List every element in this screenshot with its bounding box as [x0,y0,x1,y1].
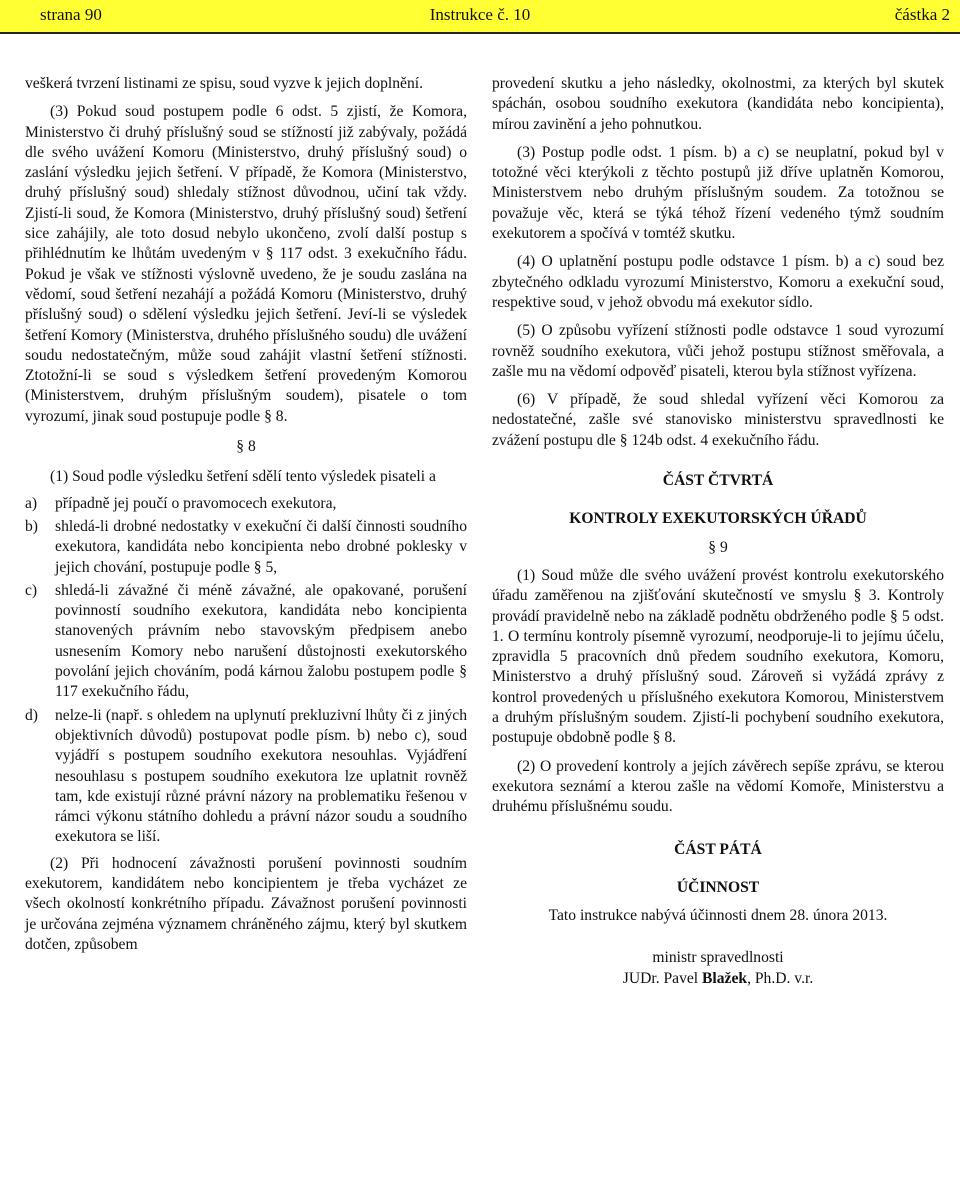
page-header [0,0,960,34]
signatory-suffix: , Ph.D. v.r. [747,969,814,987]
document-title: Instrukce č. 10 [429,5,531,24]
list-item-text: případně jej poučí o pravomocech exekutora, [55,494,337,512]
paragraph-8-5: (5) O způsobu vyřízení stížnosti podle odstavce 1 soud vyrozumí rovněž soudního exekutora, vůči jehož postupu stížnost směřovala, a zašle mu na vědomí odpověď pisateli, kterou byla stížnost vyřízena. [492,322,944,380]
list-item-text: shledá-li závažné či méně závažné, ale opakované, porušení povinností soudního exekutora, kandidáta nebo koncipienta stanovených právním nebo stavovským předpisem anebo usnesením Komory nebo narušení důstojnosti exekutorského povolání jejich chováním, podá kárnou žalobu postupem podle § 117 exekučního řádu, [55,581,467,701]
left-column [25,74,467,955]
part-four-title: KONTROLY EXEKUTORSKÝCH ÚŘADŮ [569,510,867,528]
paragraph-continuation: veškerá tvrzení listinami ze spisu, soud vyzve k jejich doplnění. [25,75,423,92]
paragraph-8-1: (1) Soud podle výsledku šetření sdělí tento výsledek pisateli a [50,468,436,486]
list-item [25,706,467,848]
list-item-label: c) [25,581,38,599]
paragraph-8-2: (2) Při hodnocení závažnosti porušení povinnosti soudním exekutorem, kandidátem nebo koncipientem je třeba vycházet ze všech okolností konkrétního případu. Závažnost porušení povinnosti je určována zejména významem chráněného zájmu, který byl skutkem dotčen, způsobem [25,854,467,953]
part-five-heading: ČÁST PÁTÁ [674,840,762,858]
list-item [25,517,467,578]
page-number: strana 90 [40,5,102,24]
list-item-label: d) [25,706,38,724]
list-item-text: nelze-li (např. s ohledem na uplynutí prekluzivní lhůty či z jiných objektivních důvodů) postupovat podle písm. b) nebo c), soud vyjádří s postupem soudního exekutora nesouhlas. Vyjádření nesouhlasu s postupem soudního exekutora lze uplatnit rovněž tam, kde existují různé právní názory na problematiku řešenou v rámci výkonu státního dohledu a právní názor soudu a soudního exekutora se liší. [55,706,467,846]
section-heading-8: § 8 [236,438,256,456]
paragraph-9-2: (2) O provedení kontroly a jejích závěrech sepíše zprávu, se kterou exekutora seznámí a kterou zašle na vědomí Komoře, Ministerstvu a druhému příslušnému soudu. [492,757,944,816]
issue-part: částka 2 [894,5,950,24]
paragraph-8-4: (4) O uplatnění postupu podle odstavce 1 písm. b) a c) soud bez zbytečného odkladu vyrozumí Ministerstvo, Komoru a exekuční soud, respektive soud, v jehož obvodu má exekutor sídlo. [492,253,944,311]
list-item [25,581,467,703]
list-item [25,494,467,514]
right-column [492,74,944,989]
signatory-role: ministr spravedlnosti [652,949,784,967]
part-four-heading: ČÁST ČTVRTÁ [662,472,774,490]
section-heading-9: § 9 [708,538,728,556]
paragraph-9-1: (1) Soud může dle svého uvážení provést kontrolu exekutorského úřadu zaměřenou na zjišťování skutečností ve smyslu § 3. Kontroly provádí pravidelně nebo na základě podnětu obdrženého podle § 5 odst. 1. O termínu kontroly písemně vyrozumí, neodporuje-li to jejímu účelu, zpravidla 5 pracovních dnů předem soudního exekutora, Komoru, Ministerstvo a druhý příslušný soud. Zároveň si vyžádá zprávy z kontrol provedených u příslušného exekutora Komorou, Ministerstvem a druhým příslušným soudem. Zjistí-li pochybení soudního exekutora, postupuje obdobně podle § 8. [492,566,944,747]
list-8-1 [25,494,467,848]
part-five-title: ÚČINNOST [676,878,760,896]
paragraph-8-3: (3) Postup podle odst. 1 písm. b) a c) se neuplatní, pokud byl v totožné věci kterýkoli z těchto postupů již dříve uplatněn Komorou, Ministerstvem nebo druhým příslušným soudem. Za totožnou se považuje věc, která se týká téhož řízení vedeného týmž soudním exekutorem a spočívá v tomtéž skutku. [492,143,944,243]
paragraph-3: (3) Pokud soud postupem podle 6 odst. 5 zjistí, že Komora, Ministerstvo či druhý příslušný soud se stížností již zabývaly, požádá dle svého uvážení Komoru (Ministerstvo, druhý příslušný soud) o zaslání výsledku jejich šetření. V případě, že Komora (Ministerstvo, druhý příslušný soud) shledaly stížnost důvodnou, učiní tak vždy. Zjistí-li soud, že Komora (Ministerstvo, druhý příslušný soud) šetření sice zahájily, ale toto dosud nebylo ukončeno, zvolí další postup s přihlédnutím ke lhůtám uvedeným v § 117 odst. 3 exekučního řádu. Pokud je však ve stížnosti výslovně uvedeno, že je soudu zaslána na vědomí, soud šetření nezahájí a požádá Komoru (Ministerstvo, druhý příslušný soud) o sdělení výsledku jejich šetření. Jeví-li se výsledek šetření Komory (Ministerstva, druhého příslušného soudu) dle uvážení soudu nedostatečným, může soud zahájit vlastní šetření stížnosti. Ztotožní-li se soud s výsledkem šetření provedeným Komorou (Ministerstvem, druhým příslušným soudem), pisatele o tom vyrozumí, jinak soud postupuje podle § 8. [25,103,467,425]
list-item-text: shledá-li drobné nedostatky v exekuční či další činnosti soudního exekutora, kandidáta nebo koncipienta nebo drobné poklesky v jejich chování, postupuje podle § 5, [55,517,467,576]
paragraph-continuation: provedení skutku a jeho následky, okolnostmi, za kterých byl skutek spáchán, osobou soudního exekutora (kandidáta nebo koncipienta), mírou zavinění a jeho pohnutkou. [492,75,944,133]
paragraph-8-6: (6) V případě, že soud shledal vyřízení věci Komorou za nedostatečné, zašle své stanovisko ministerstvu spravedlnosti ke zvážení postupu dle § 124b odst. 4 exekučního řádu. [492,391,944,449]
signatory-surname: Blažek [702,969,748,987]
signatory-prefix: JUDr. Pavel [622,969,703,987]
signatory [492,969,944,989]
list-item-label: b) [25,517,38,535]
list-item-label: a) [25,494,38,512]
effective-date: Tato instrukce nabývá účinnosti dnem 28. února 2013. [548,907,888,925]
